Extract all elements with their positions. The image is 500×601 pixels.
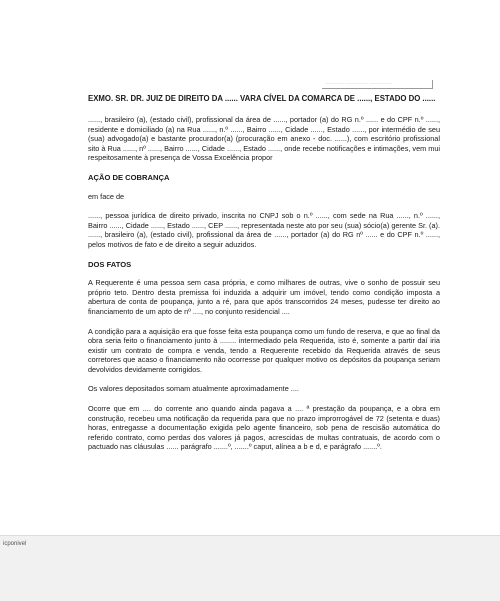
- fact-paragraph-3: Os valores depositados somam atualmente aproximadamente ....: [88, 384, 299, 394]
- intro-paragraph: ......, brasileiro (a), (estado civil), profissional da área de ......, portador (a) do RG n.º ...... e do CPF n.º ......, residente e domiciliado (a) na Rua ......, n.º ......, Bairro ......, Cidade ......, Estado ......, por intermédio de seu (sua) advogado(a) e bastante procurador(a) (procuração em anexo - doc. ......), com escritório profissional sito à Rua ......, nº ......, Bairro ......, Cidade ......, Estado ......, onde recebe notificações e intimações, vem mui respeitosamente à presença de Vossa Excelência propor: [88, 115, 440, 163]
- facts-heading: DOS FATOS: [88, 259, 132, 269]
- document-page: [88, 94, 440, 462]
- footer-bar: [0, 535, 500, 601]
- fact-paragraph-1: A Requerente é uma pessoa sem casa própria, e como milhares de outras, vive o sonho de possuir seu próprio teto. Dentro desta premissa foi induzida a adquirir um imóvel, tendo como condição imposta a abertura de conta de poupança, junto a ré, para que após transcorridos 24 meses, pudesse ter direito ao financiamento de um apto de nº ...., no conjunto residencial ....: [88, 278, 440, 316]
- defendant-paragraph: ......, pessoa jurídica de direito privado, inscrita no CNPJ sob o n.º ......, com sede na Rua ......, n.º ......, Bairro ......, Cidade ......, Estado ......, CEP ......, representada neste ato por seu (sua) sócio(a) gerente Sr. (a). ......, brasileiro (a), (estado civil), profissional da área de ......, portador (a) do RG nº ...... e do CPF n.º ......, pelos motivos de fato e de direito a seguir aduzidos.: [88, 211, 440, 249]
- em-face-text: em face de: [88, 191, 125, 201]
- fact-paragraph-2: A condição para a aquisição era que fosse feita esta poupança como um fundo de reserva, e que ao final da obra seria feito o financiamento junto à ........ intermediado pela Requerida, isto é, somente a partir daí iria existir um contrato de compra e venda, tendo a Requerente recebido da Requerida através de seus corretores que acaso o financiamento não ocorresse por qualquer motivo os depósitos da poupança seriam devolvidos devidamente corrigidos.: [88, 326, 440, 374]
- footer-label: icponivel: [3, 541, 27, 547]
- header-reference-text: _______ ________ ________: [326, 79, 392, 84]
- action-heading: AÇÃO DE COBRANÇA: [88, 172, 170, 182]
- header-reference-field: [322, 80, 433, 89]
- fact-paragraph-4: Ocorre que em .... do corrente ano quando ainda pagava a .... ª prestação da poupança, e a obra em construção, recebeu uma notificação da requerida para que no prazo improrrogável de 72 (setenta e duas) horas, entregasse a documentação exigida pelo agente financeiro, sob pena de rescisão automática do referido contrato, como perdas dos valores já pagos, acrescidas de multas contratuais, de acordo com o pactuado nas cláusulas ...... parágrafo .......º, .......º caput, alínea a b e d, e parágrafo .......º.: [88, 404, 440, 452]
- document-title: EXMO. SR. DR. JUIZ DE DIREITO DA ...... VARA CÍVEL DA COMARCA DE ......, ESTADO DO ......: [88, 94, 436, 103]
